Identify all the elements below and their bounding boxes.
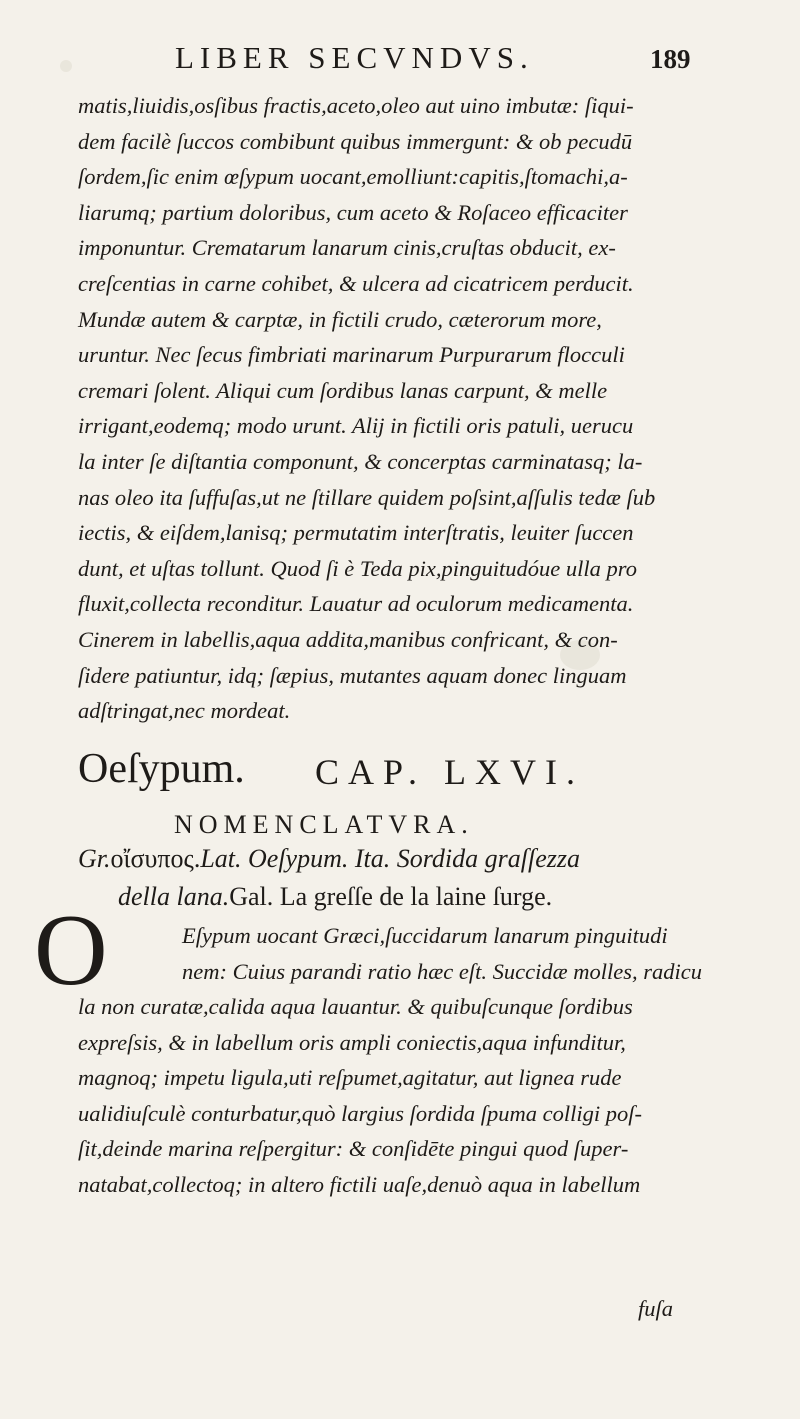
text-line: nas oleo ita ſuffuſas,ut ne ſtillare quidem poſsint,aſſulis tedæ ſub <box>78 484 656 510</box>
paragraph-oesypum <box>78 918 718 1202</box>
text-line: uruntur. Nec ſecus fimbriati marinarum Purpurarum flocculi <box>78 342 625 368</box>
paragraph-continued <box>78 88 718 729</box>
text-line: adſtringat,nec mordeat. <box>78 698 291 724</box>
text-line: irrigant,eodemq; modo urunt. Alij in fictili oris patuli, uerucu <box>78 413 634 439</box>
text-line: imponuntur. Crematarum lanarum cinis,cruſtas obducit, ex- <box>78 235 616 261</box>
greek-abbrev: Gr. <box>78 844 111 873</box>
text-line: la inter ſe diſtantia componunt, & concerptas carminatasq; la- <box>78 448 643 474</box>
text-line: dunt, et uſtas tollunt. Quod ſi è Teda pix,pinguitudóue ulla pro <box>78 555 637 581</box>
synonym-line <box>78 840 748 878</box>
text-line: dem facilè ſuccos combibunt quibus immergunt: & ob pecudū <box>78 128 633 154</box>
synonym-line <box>78 878 748 916</box>
text-line: natabat,collectoq; in altero fictili uaſe,denuò aqua in labellum <box>78 1171 641 1197</box>
text-line: matis,liuidis,osſibus fractis,aceto,oleo aut uino imbutæ: ſiqui- <box>78 93 634 118</box>
text-line: ualidiuſculè conturbatur,quò largius ſordida ſpuma colligi poſ- <box>78 1100 642 1126</box>
nomenclature-heading: NOMENCLATVRA. <box>174 810 474 839</box>
text-line: cremari ſolent. Aliqui cum ſordibus lanas carpunt, & melle <box>78 377 608 403</box>
text-line: nem: Cuius parandi ratio hæc eſt. Succidæ molles, radicu <box>182 958 702 984</box>
catchword: fuſa <box>638 1296 674 1321</box>
text-line: Eſypum uocant Græci,ſuccidarum lanarum pinguitudi <box>182 923 668 948</box>
chapter-number: CAP. LXVI. <box>315 752 585 792</box>
text-line: fluxit,collecta reconditur. Lauatur ad oculorum medicamenta. <box>78 591 634 617</box>
text-line: Mundæ autem & carptæ, in fictili crudo, cæterorum more, <box>78 306 602 332</box>
page-number: 189 <box>650 44 691 74</box>
nomenclature-block <box>78 840 748 916</box>
text-line: Cinerem in labellis,aqua addita,manibus confricant, & con- <box>78 626 618 652</box>
text-line: iectis, & eiſdem,lanisq; permutatim interſtratis, leuiter ſuccen <box>78 520 634 546</box>
greek-term: οἴσυπος. <box>110 844 201 873</box>
running-title: LIBER SECVNDVS. <box>175 40 534 75</box>
text-line: liarumq; partium doloribus, cum aceto & Roſaceo efficaciter <box>78 199 628 225</box>
text-line: ſit,deinde marina reſpergitur: & conſidēte pingui quod ſuper- <box>78 1136 629 1161</box>
drop-cap: O <box>34 894 108 1007</box>
chapter-title: Oeſypum. <box>78 746 245 792</box>
text-line: magnoq; impetu ligula,uti reſpumet,agitatur, aut lignea rude <box>78 1065 622 1090</box>
text-line: creſcentias in carne cohibet, & ulcera ad cicatricem perducit. <box>78 270 634 296</box>
italian-term-end: della lana. <box>118 882 230 911</box>
text-line: ſidere patiuntur, idq; ſæpius, mutantes aquam donec linguam <box>78 662 627 688</box>
text-line: expreſsis, & in labellum oris ampli coniectis,aqua infunditur, <box>78 1029 626 1055</box>
text-line: la non curatæ,calida aqua lauantur. & quibuſcunque ſordibus <box>78 994 633 1019</box>
page-header <box>0 40 800 80</box>
synonym-terms: Lat. Oeſypum. Ita. Sordida graſſezza <box>200 844 580 873</box>
chapter-heading <box>78 745 738 807</box>
text-line: ſordem,ſic enim œſypum uocant,emolliunt:capitis,ſtomachi,a- <box>78 164 628 190</box>
french-term: Gal. La greſſe de la laine ſurge. <box>229 882 553 911</box>
